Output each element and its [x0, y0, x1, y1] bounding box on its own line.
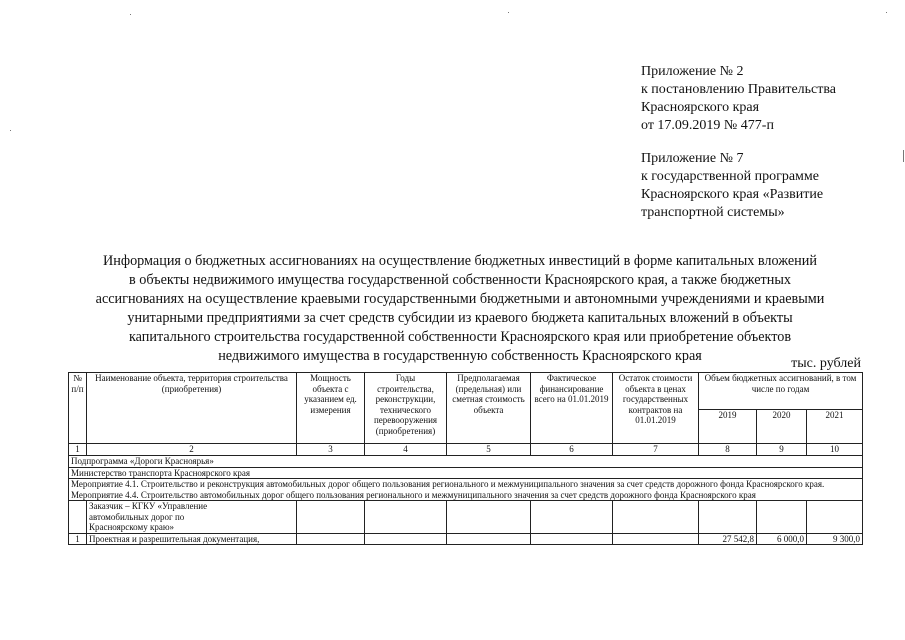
- empty-cell: [365, 533, 447, 545]
- units-label: тыс. рублей: [791, 356, 861, 371]
- header-cell-year-2020: 2020: [757, 410, 807, 444]
- column-number: 6: [531, 444, 613, 456]
- empty-cell: [69, 501, 87, 534]
- column-number: 4: [365, 444, 447, 456]
- column-number: 7: [613, 444, 699, 456]
- scan-speck: [10, 130, 11, 131]
- table-header-row: [69, 373, 863, 410]
- column-number: 10: [807, 444, 863, 456]
- measure-cell: Мероприятие 4.4. Строительство автомобильных дорог общего пользования регионального и межмуниципального значения за счет средств дорожного фонда Красноярского края: [69, 490, 863, 501]
- scan-speck: [508, 12, 509, 13]
- table-row: [69, 490, 863, 501]
- table-row: [69, 467, 863, 479]
- appendix-line: Приложение № 7: [641, 151, 744, 166]
- column-number: 5: [447, 444, 531, 456]
- column-number: 1: [69, 444, 87, 456]
- budget-table: [68, 372, 863, 545]
- empty-cell: [613, 533, 699, 545]
- header-cell-year-2019: 2019: [699, 410, 757, 444]
- column-number: 3: [297, 444, 365, 456]
- ministry-cell: Министерство транспорта Красноярского края: [69, 467, 863, 479]
- column-number-row: [69, 444, 863, 456]
- appendix-line: Красноярского края: [641, 100, 760, 115]
- title-line: недвижимого имущества в государственную собственность Красноярского края: [218, 348, 702, 364]
- appendix-block-program: [641, 150, 823, 222]
- header-cell-name: Наименование объекта, территория строительства (приобретения): [87, 373, 297, 444]
- header-cell-budget-group: Объем бюджетных ассигнований, в том числе по годам: [699, 373, 863, 410]
- empty-cell: [807, 501, 863, 534]
- scan-speck: [886, 12, 887, 13]
- table-row: [69, 456, 863, 468]
- appendix-line: Красноярского края «Развитие: [641, 187, 824, 202]
- scan-speck: [130, 14, 131, 15]
- title-line: капитального строительства государственной собственности Красноярского края или приобретение объектов: [128, 329, 792, 345]
- appendix-line: к постановлению Правительства: [641, 82, 837, 97]
- amount-2019-cell: 27 542,8: [699, 533, 757, 545]
- empty-cell: [613, 501, 699, 534]
- appendix-line: транспортной системы»: [641, 205, 785, 220]
- header-cell-years: Годы строительства, реконструкции, технического перевооружения (приобретения): [365, 373, 447, 444]
- header-cell-number: № п/п: [69, 373, 87, 444]
- measure-cell: Мероприятие 4.1. Строительство и реконструкция автомобильных дорог общего пользования регионального и межмуниципального значения за счет средств дорожного фонда Красноярского края.: [69, 479, 863, 490]
- column-number: 8: [699, 444, 757, 456]
- appendix-line: от 17.09.2019 № 477-п: [641, 118, 774, 133]
- header-cell-actual-financing: Фактическое финансирование всего на 01.01.2019: [531, 373, 613, 444]
- title-line: унитарными предприятиями за счет средств субсидии из краевого бюджета капитальных вложений в объекты: [127, 310, 793, 326]
- column-number: 9: [757, 444, 807, 456]
- title-line: ассигнованиях на осуществление краевыми государственными бюджетными и автономными учреждениями и краевыми: [95, 291, 825, 307]
- appendix-line: Приложение № 2: [641, 64, 744, 79]
- empty-cell: [531, 501, 613, 534]
- empty-cell: [699, 501, 757, 534]
- customer-cell: Заказчик – КГКУ «Управление автомобильных дорог по Красноярскому краю»: [87, 501, 297, 534]
- scan-speck: [903, 150, 904, 162]
- table-row: [69, 533, 863, 545]
- empty-cell: [447, 501, 531, 534]
- table-row: [69, 479, 863, 490]
- header-cell-capacity: Мощность объекта с указанием ед. измерения: [297, 373, 365, 444]
- header-cell-year-2021: 2021: [807, 410, 863, 444]
- empty-cell: [365, 501, 447, 534]
- item-name-cell: Проектная и разрешительная документация,: [87, 533, 297, 545]
- header-cell-estimated-cost: Предполагаемая (предельная) или сметная стоимость объекта: [447, 373, 531, 444]
- empty-cell: [757, 501, 807, 534]
- table-row: [69, 501, 863, 534]
- header-cell-remaining-cost: Остаток стоимости объекта в ценах государственных контрактов на 01.01.2019: [613, 373, 699, 444]
- empty-cell: [297, 501, 365, 534]
- amount-2020-cell: 6 000,0: [757, 533, 807, 545]
- title-line: в объекты недвижимого имущества государственной собственности Красноярского края, а также бюджетных: [129, 272, 791, 288]
- column-number: 2: [87, 444, 297, 456]
- empty-cell: [531, 533, 613, 545]
- appendix-block-resolution: [641, 63, 836, 135]
- appendix-line: к государственной программе: [641, 169, 819, 184]
- empty-cell: [447, 533, 531, 545]
- amount-2021-cell: 9 300,0: [807, 533, 863, 545]
- document-title: [60, 252, 860, 366]
- subprogram-cell: Подпрограмма «Дороги Красноярья»: [69, 456, 863, 468]
- title-line: Информация о бюджетных ассигнованиях на осуществление бюджетных инвестиций в форме капитальных вложений: [103, 253, 817, 269]
- item-number-cell: 1: [69, 533, 87, 545]
- empty-cell: [297, 533, 365, 545]
